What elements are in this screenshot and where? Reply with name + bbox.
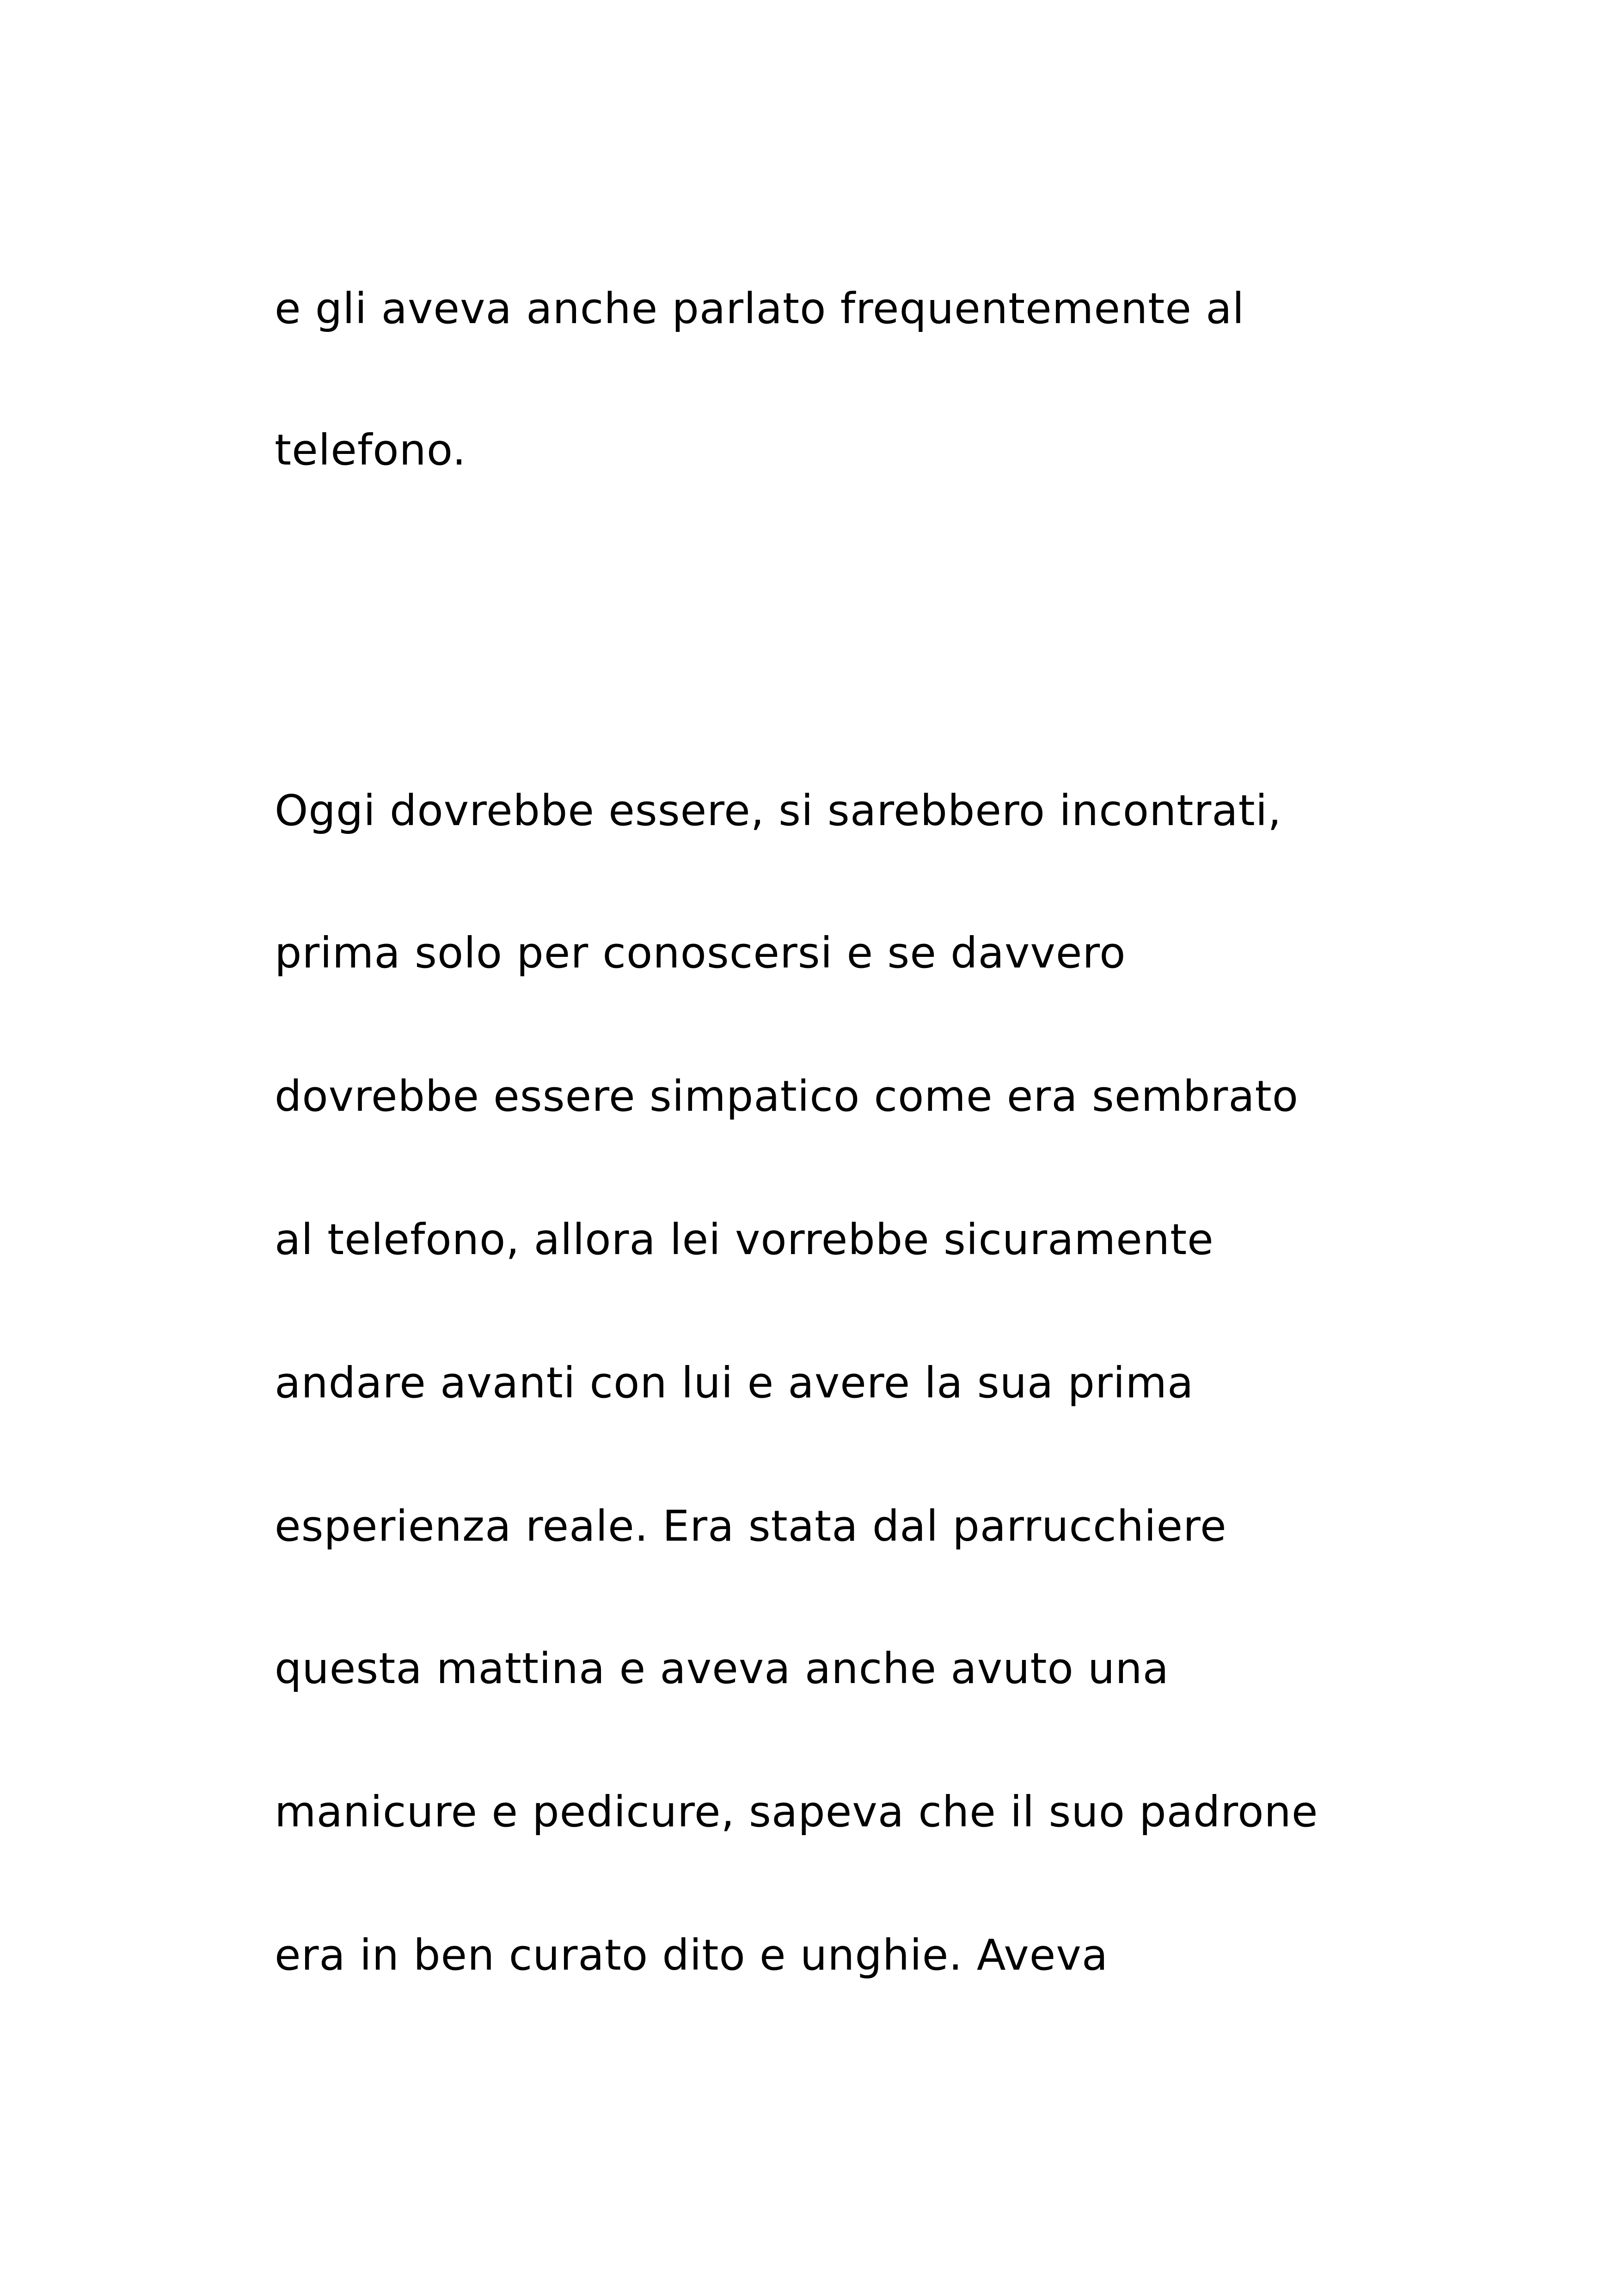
text-line: e gli aveva anche parlato frequentemente al (275, 284, 1245, 333)
text-line: manicure e pedicure, sapeva che il suo padrone (275, 1787, 1318, 1837)
text-line: prima solo per conoscersi e se davvero (275, 928, 1126, 978)
text-line: esperienza reale. Era stata dal parrucchiere (275, 1501, 1227, 1551)
text-line: questa mattina e aveva anche avuto una (275, 1644, 1170, 1693)
text-line: dovrebbe essere simpatico come era sembrato (275, 1071, 1299, 1121)
text-line: andare avanti con lui e avere la sua prima (275, 1358, 1194, 1408)
text-line: Oggi dovrebbe essere, si sarebbero incontrati, (275, 786, 1282, 835)
text-line: al telefono, allora lei vorrebbe sicuramente (275, 1215, 1214, 1264)
text-line: era in ben curato dito e unghie. Aveva (275, 1930, 1109, 1980)
text-line: telefono. (275, 425, 466, 475)
